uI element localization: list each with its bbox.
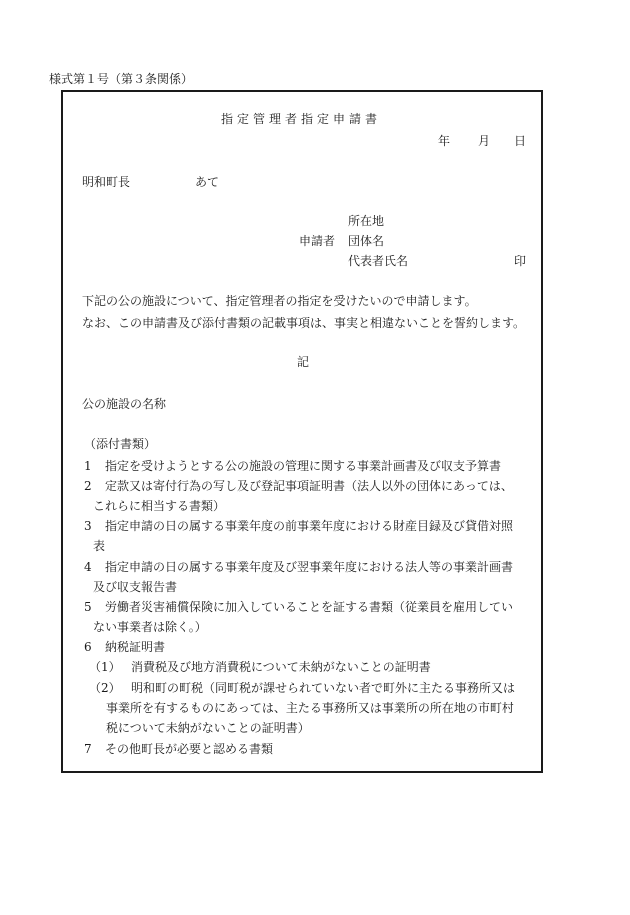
attachment-num-1: 1 xyxy=(84,459,92,473)
attachment-2-line-2: これらに相当する書類） xyxy=(93,499,226,513)
applicant-org-label: 団体名 xyxy=(348,234,385,248)
attachment-num-4: 4 xyxy=(84,560,92,574)
facility-name-label: 公の施設の名称 xyxy=(82,397,167,411)
tax-item-1-line-1: 消費税及び地方消費税について未納がないことの証明書 xyxy=(131,660,431,674)
tax-item-num-1: （1） xyxy=(89,660,121,674)
attachment-num-3: 3 xyxy=(84,519,92,533)
attachment-7-line-1: その他町長が必要と認める書類 xyxy=(105,742,274,756)
attachment-num-2: 2 xyxy=(84,479,92,493)
attachment-4-line-1: 指定申請の日の属する事業年度及び翌事業年度における法人等の事業計画書 xyxy=(105,560,514,574)
tax-item-2-line-2: 事業所を有するものにあっては、主たる事務所又は事業所の所在地の市町村 xyxy=(106,701,514,715)
ki-heading: 記 xyxy=(297,355,310,369)
addressee-name: 明和町長 xyxy=(82,175,131,189)
date-month-label: 月 xyxy=(478,134,491,148)
body-line-2: なお、この申請書及び添付書類の記載事項は、事実と相違ないことを誓約します。 xyxy=(82,316,526,330)
attachment-num-7: 7 xyxy=(84,742,92,756)
date-day-label: 日 xyxy=(514,134,527,148)
applicant-rep-label: 代表者氏名 xyxy=(348,254,409,268)
tax-item-num-2: （2） xyxy=(89,681,121,695)
addressee-suffix: あて xyxy=(195,175,220,189)
tax-item-2-line-3: 税について未納がないことの証明書） xyxy=(106,721,310,735)
attachment-5-line-1: 労働者災害補償保険に加入していることを証する書類（従業員を雇用してい xyxy=(105,600,514,614)
attachment-2-line-1: 定款又は寄付行為の写し及び登記事項証明書（法人以外の団体にあっては、 xyxy=(105,479,513,493)
attachment-3-line-1: 指定申請の日の属する事業年度の前事業年度における財産目録及び貸借対照 xyxy=(105,519,514,533)
attachment-4-line-2: 及び収支報告書 xyxy=(93,580,178,594)
applicant-label: 申請者 xyxy=(299,234,336,248)
attachment-1-line-1: 指定を受けようとする公の施設の管理に関する事業計画書及び収支予算書 xyxy=(105,459,502,473)
attachment-num-5: 5 xyxy=(84,600,92,614)
seal-mark: 印 xyxy=(514,254,527,268)
form-title: 指定管理者指定申請書 xyxy=(221,112,382,126)
attachment-num-6: 6 xyxy=(84,640,92,654)
tax-item-2-line-1: 明和町の町税（同町税が課せられていない者で町外に主たる事務所又は xyxy=(131,681,516,695)
attachment-6-line-1: 納税証明書 xyxy=(105,640,166,654)
applicant-address-label: 所在地 xyxy=(348,214,385,228)
body-line-1: 下記の公の施設について、指定管理者の指定を受けたいので申請します。 xyxy=(82,294,477,308)
attachments-header: （添付書類） xyxy=(84,437,157,451)
attachment-3-line-2: 表 xyxy=(93,539,106,553)
attachment-5-line-2: ない事業者は除く。） xyxy=(93,620,207,634)
date-year-label: 年 xyxy=(438,134,451,148)
form-label: 様式第１号（第３条関係） xyxy=(49,72,194,86)
